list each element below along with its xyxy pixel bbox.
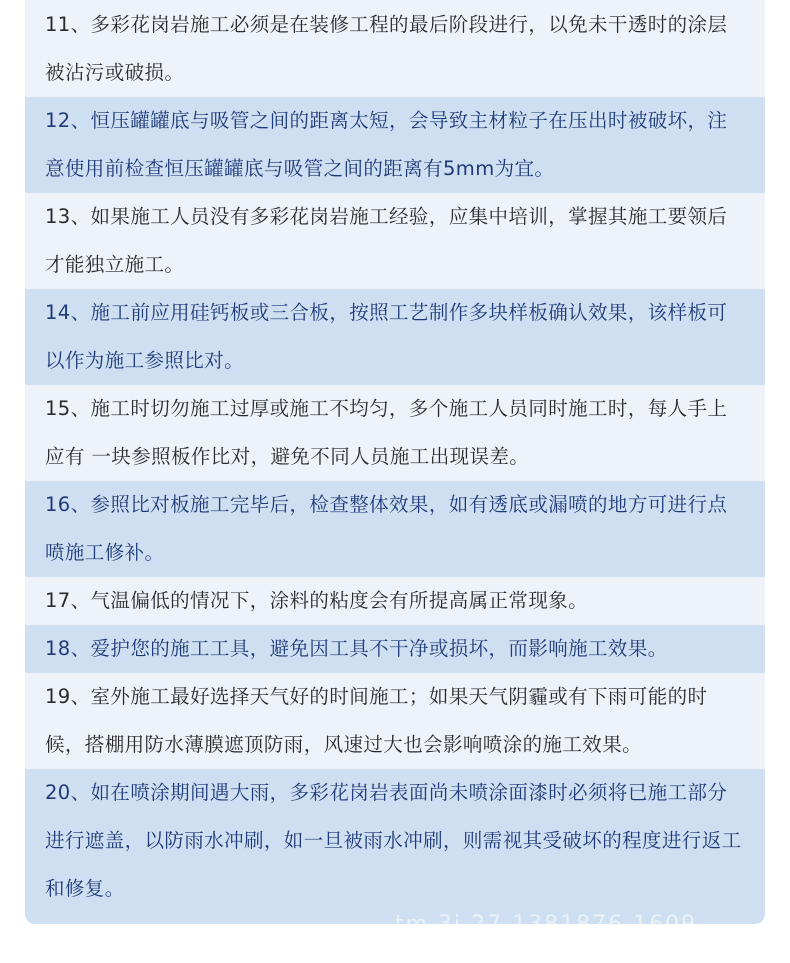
note-item-20: 20、如在喷涂期间遇大雨，多彩花岗岩表面尚未喷涂面漆时必须将已施工部分进行遮盖，以防雨水冲刷，如一旦被雨水冲刷，则需视其受破坏的程度进行返工和修复。 (25, 769, 765, 913)
note-item-13: 13、如果施工人员没有多彩花岗岩施工经验，应集中培训，掌握其施工要领后才能独立施工。 (25, 193, 765, 289)
note-item-17: 17、气温偏低的情况下，涂料的粘度会有所提高属正常现象。 (25, 577, 765, 625)
watermark-text: tm 3i 27 1381876 1609 (395, 912, 698, 937)
note-item-18: 18、爱护您的施工工具，避免因工具不干净或损坏，而影响施工效果。 (25, 625, 765, 673)
note-item-15: 15、施工时切勿施工过厚或施工不均匀，多个施工人员同时施工时，每人手上应有 一块参照板作比对，避免不同人员施工出现误差。 (25, 385, 765, 481)
note-item-19: 19、室外施工最好选择天气好的时间施工；如果天气阴霾或有下雨可能的时候，搭棚用防水薄膜遮顶防雨，风速过大也会影响喷涂的施工效果。 (25, 673, 765, 769)
note-item-12: 12、恒压罐罐底与吸管之间的距离太短，会导致主材粒子在压出时被破坏，注意使用前检查恒压罐罐底与吸管之间的距离有5mm为宜。 (25, 97, 765, 193)
note-item-14: 14、施工前应用硅钙板或三合板，按照工艺制作多块样板确认效果，该样板可以作为施工参照比对。 (25, 289, 765, 385)
note-item-16: 16、参照比对板施工完毕后，检查整体效果，如有透底或漏喷的地方可进行点喷施工修补。 (25, 481, 765, 577)
note-item-11: 11、多彩花岗岩施工必须是在装修工程的最后阶段进行，以免未干透时的涂层被沾污或破损。 (25, 0, 765, 97)
